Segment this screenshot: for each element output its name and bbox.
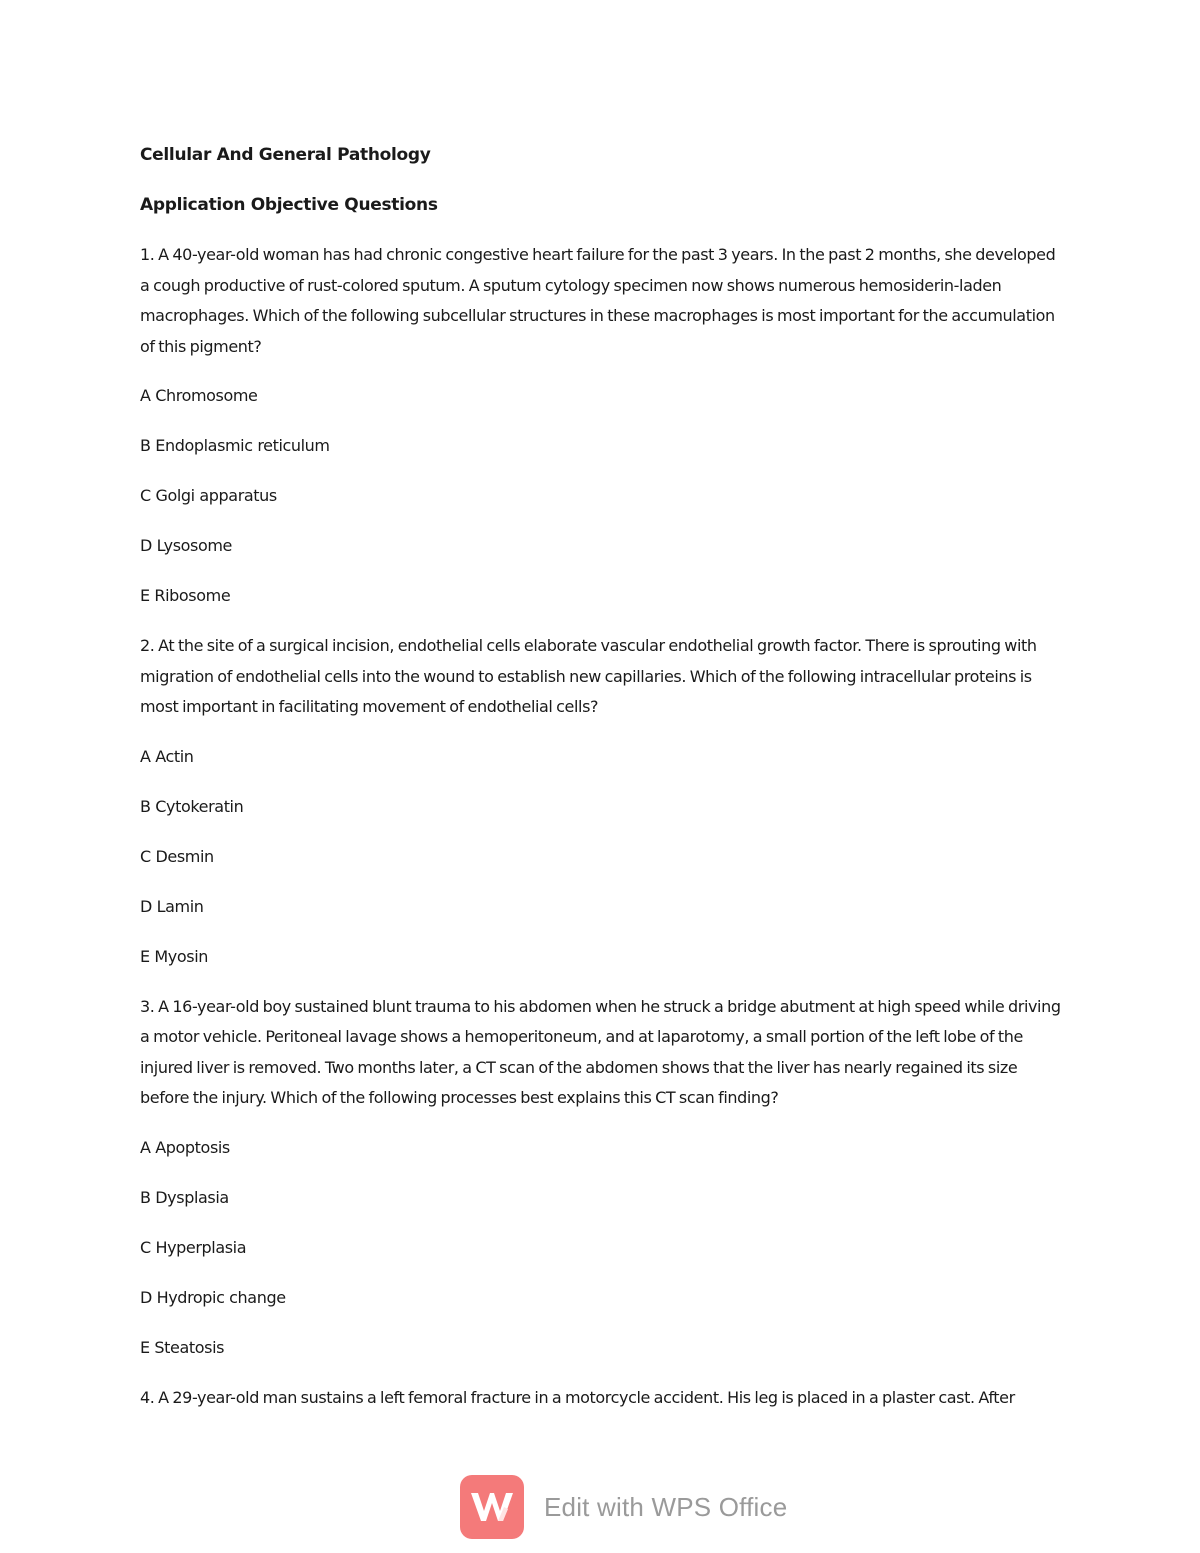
wps-edit-label[interactable]: Edit with WPS Office bbox=[544, 1491, 788, 1522]
question-2-text: 2. At the site of a surgical incision, endothelial cells elaborate vascular endothelial growth factor. There is sprouting with migration of endothelial cells into the wound to establish new capillaries. Which of the following intracellular proteins is most important in facilitating movement of endothelial cells? bbox=[140, 636, 1037, 716]
question-3-option-c: C Hyperplasia bbox=[140, 1237, 247, 1257]
question-1-option-d: D Lysosome bbox=[140, 536, 233, 555]
question-2-option-e: E Myosin bbox=[140, 946, 208, 966]
question-1-option-b: B Endoplasmic reticulum bbox=[140, 436, 330, 455]
wps-edit-banner[interactable] bbox=[460, 1474, 787, 1540]
question-2-option-c: C Desmin bbox=[140, 846, 214, 866]
question-2-option-b: B Cytokeratin bbox=[140, 796, 244, 816]
question-3-option-b: B Dysplasia bbox=[140, 1187, 229, 1207]
question-4-text: 4. A 29-year-old man sustains a left femoral fracture in a motorcycle accident. His leg is placed in a plaster cast. After bbox=[140, 1387, 1015, 1407]
question-3-option-a: A Apoptosis bbox=[140, 1137, 230, 1157]
question-3-option-d: D Hydropic change bbox=[140, 1287, 286, 1307]
question-1-option-a: A Chromosome bbox=[140, 386, 258, 405]
question-1-option-e: E Ribosome bbox=[140, 586, 231, 605]
question-1-text: 1. A 40-year-old woman has had chronic congestive heart failure for the past 3 years. In the past 2 months, she developed a cough productive of rust-colored sputum. A sputum cytology specimen now shows numerous hemosiderin-laden macrophages. Which of the following subcellular structures in these macrophages is most important for the accumulation of this pigment? bbox=[140, 245, 1056, 356]
question-1-option-c: C Golgi apparatus bbox=[140, 486, 277, 505]
question-3-option-e: E Steatosis bbox=[140, 1337, 225, 1357]
question-3-text: 3. A 16-year-old boy sustained blunt trauma to his abdomen when he struck a bridge abutment at high speed while driving a motor vehicle. Peritoneal lavage shows a hemoperitoneum, and at laparotomy, a small portion of the left lobe of the injured liver is removed. Two months later, a CT scan of the abdomen shows that the liver has nearly regained its size before the injury. Which of the following processes best explains this CT scan finding? bbox=[140, 996, 1061, 1107]
question-2-option-d: D Lamin bbox=[140, 896, 204, 916]
document-subtitle: Application Objective Questions bbox=[140, 195, 438, 215]
question-2-option-a: A Actin bbox=[140, 746, 194, 766]
wps-office-icon[interactable] bbox=[460, 1475, 524, 1539]
document-title: Cellular And General Pathology bbox=[140, 145, 431, 165]
document-page bbox=[140, 140, 1065, 1432]
